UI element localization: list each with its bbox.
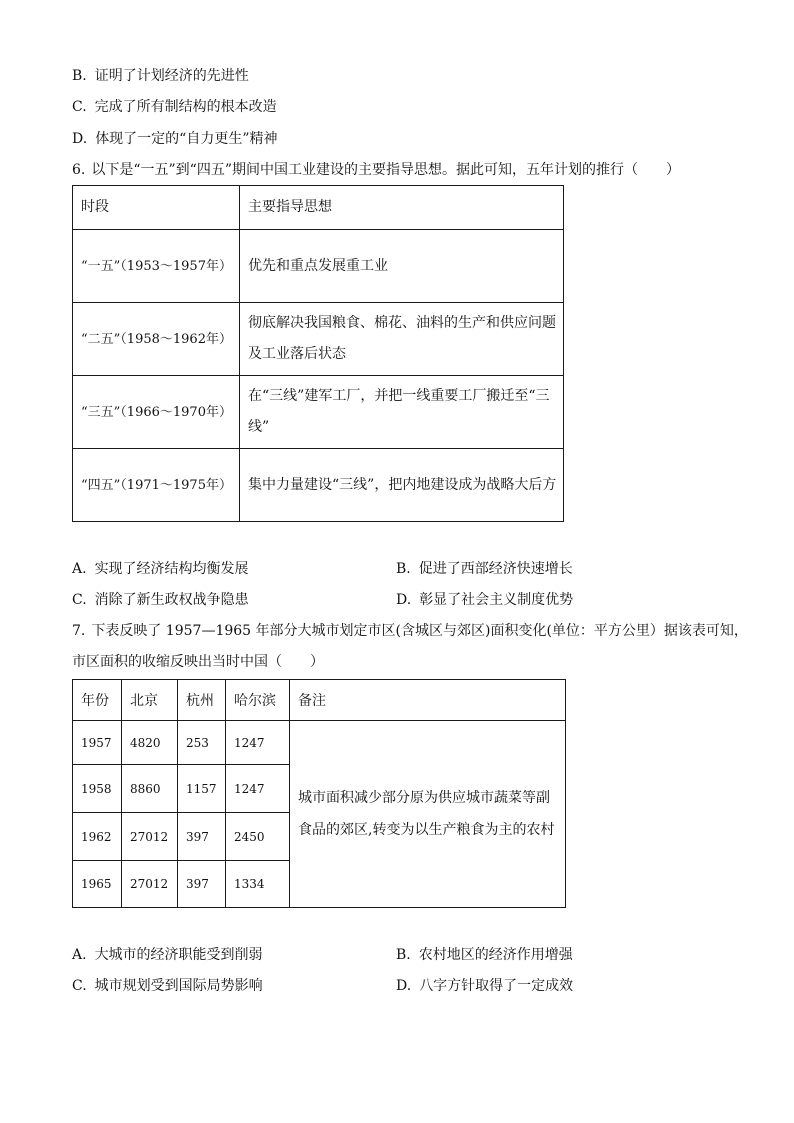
option-label: C. <box>72 978 87 994</box>
q7-option-d <box>396 976 573 996</box>
year-cell: 1957 <box>73 721 122 765</box>
option-text: 彰显了社会主义制度优势 <box>419 592 574 608</box>
hangzhou-cell: 1157 <box>178 765 226 813</box>
table-row <box>73 721 566 765</box>
beijing-cell: 27012 <box>122 813 178 861</box>
q7-stem-line-2 <box>72 652 324 672</box>
option-text: 体现了一定的“自力更生”精神 <box>95 131 278 147</box>
question-text: 市区面积的收缩反映出当时中国（ ） <box>72 654 324 670</box>
idea-cell: 在“三线”建军工厂，并把一线重要工厂搬迁至“三线” <box>240 376 564 449</box>
header-cell-beijing: 北京 <box>122 680 178 721</box>
option-text: 完成了所有制结构的根本改造 <box>94 99 277 115</box>
option-label: C. <box>72 592 87 608</box>
prev-option-c <box>72 97 277 117</box>
year-cell: 1958 <box>73 765 122 813</box>
option-text: 农村地区的经济作用增强 <box>418 947 573 963</box>
period-cell: “一五”（1953～1957年） <box>73 230 240 303</box>
period-cell: “四五”（1971～1975年） <box>73 449 240 522</box>
option-text: 消除了新生政权战争隐患 <box>94 592 249 608</box>
question-number: 6. <box>72 162 86 178</box>
q7-option-a <box>72 945 263 965</box>
year-cell: 1962 <box>73 813 122 861</box>
prev-option-b <box>72 66 249 86</box>
harbin-cell: 2450 <box>226 813 290 861</box>
hangzhou-cell: 397 <box>178 813 226 861</box>
question-text: 以下是“一五”到“四五”期间中国工业建设的主要指导思想。据此可知，五年计划的推行（ ） <box>91 162 680 178</box>
table-header-row <box>73 680 566 721</box>
year-cell: 1965 <box>73 861 122 908</box>
q6-option-b <box>396 559 573 579</box>
q6-option-d <box>396 590 573 610</box>
option-label: A. <box>72 947 87 963</box>
beijing-cell: 27012 <box>122 861 178 908</box>
question-text: 下表反映了 1957—1965 年部分大城市划定市区(含城区与郊区)面积变化(单位：平方公里）据该表可知， <box>91 623 748 639</box>
header-cell-period: 时段 <box>73 186 240 230</box>
hangzhou-cell: 397 <box>178 861 226 908</box>
option-text: 促进了西部经济快速增长 <box>418 561 573 577</box>
q6-option-a <box>72 559 249 579</box>
beijing-cell: 4820 <box>122 721 178 765</box>
harbin-cell: 1247 <box>226 721 290 765</box>
question-number: 7. <box>72 623 86 639</box>
q6-stem <box>72 160 680 180</box>
option-text: 证明了计划经济的先进性 <box>94 68 249 84</box>
idea-cell: 集中力量建设“三线”，把内地建设成为战略大后方 <box>240 449 564 522</box>
table-row <box>73 376 564 449</box>
option-text: 实现了经济结构均衡发展 <box>94 561 249 577</box>
option-label: B. <box>396 561 411 577</box>
option-text: 大城市的经济职能受到削弱 <box>94 947 263 963</box>
option-text: 八字方针取得了一定成效 <box>419 978 574 994</box>
q7-stem-line-1 <box>72 621 748 641</box>
option-label: D. <box>72 131 88 147</box>
option-text: 城市规划受到国际局势影响 <box>94 978 263 994</box>
option-label: C. <box>72 99 87 115</box>
harbin-cell: 1334 <box>226 861 290 908</box>
header-cell-idea: 主要指导思想 <box>240 186 564 230</box>
q7-table <box>72 679 566 908</box>
period-cell: “二五”（1958～1962年） <box>73 303 240 376</box>
harbin-cell: 1247 <box>226 765 290 813</box>
table-row <box>73 449 564 522</box>
beijing-cell: 8860 <box>122 765 178 813</box>
option-label: D. <box>396 592 412 608</box>
prev-option-d <box>72 129 278 149</box>
option-label: A. <box>72 561 87 577</box>
idea-cell: 彻底解决我国粮食、棉花、油料的生产和供应问题及工业落后状态 <box>240 303 564 376</box>
option-label: D. <box>396 978 412 994</box>
table-row <box>73 303 564 376</box>
hangzhou-cell: 253 <box>178 721 226 765</box>
option-label: B. <box>72 68 87 84</box>
table-row <box>73 230 564 303</box>
table-header-row <box>73 186 564 230</box>
header-cell-note: 备注 <box>290 680 566 721</box>
option-label: B. <box>396 947 411 963</box>
header-cell-year: 年份 <box>73 680 122 721</box>
q7-option-c <box>72 976 263 996</box>
header-cell-hangzhou: 杭州 <box>178 680 226 721</box>
period-cell: “三五”（1966～1970年） <box>73 376 240 449</box>
q7-option-b <box>396 945 573 965</box>
idea-cell: 优先和重点发展重工业 <box>240 230 564 303</box>
header-cell-harbin: 哈尔滨 <box>226 680 290 721</box>
note-cell: 城市面积减少部分原为供应城市蔬菜等副食品的郊区,转变为以生产粮食为主的农村 <box>290 721 566 908</box>
q6-option-c <box>72 590 249 610</box>
q6-table <box>72 185 564 522</box>
